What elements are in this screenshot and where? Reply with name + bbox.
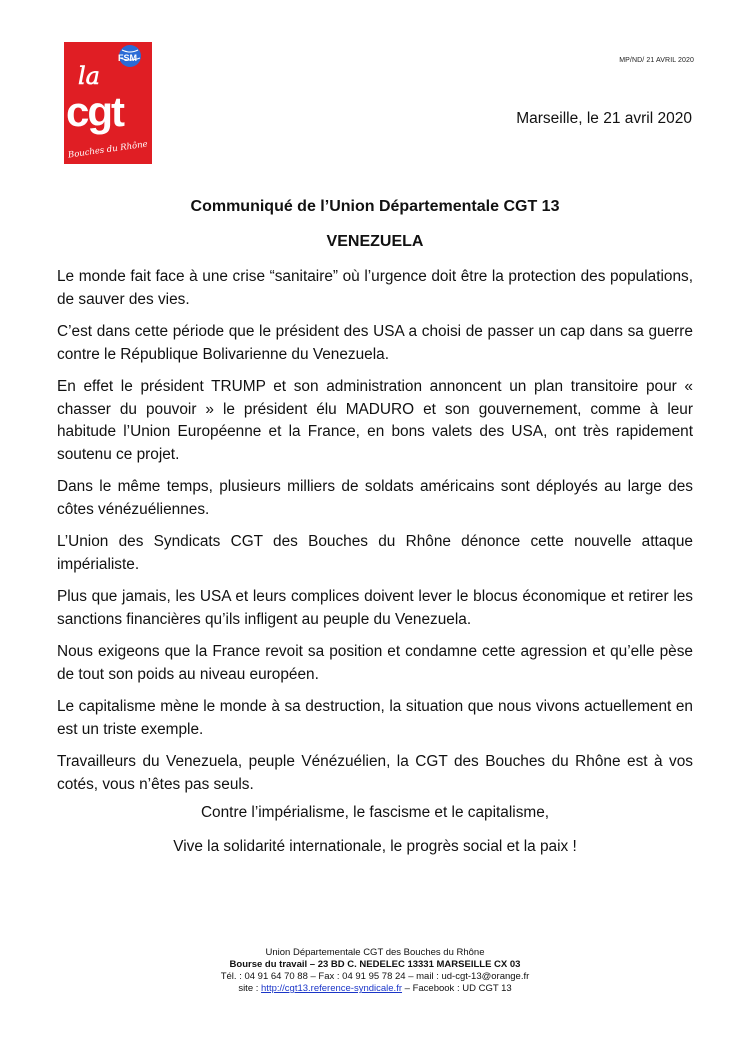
logo-cgt-text: cgt [66,88,123,135]
body-paragraph: Dans le même temps, plusieurs milliers de soldats américains sont déployés au large des côtes vénézuéliennes. [57,478,693,518]
cgt-logo [64,42,152,164]
closing-line: Vive la solidarité internationale, le progrès social et la paix ! [173,838,577,855]
footer-site [0,983,750,995]
footer-site-suffix: – Facebook : UD CGT 13 [402,983,512,994]
body-paragraph: En effet le président TRUMP et son administration annoncent un plan transitoire pour « chasser du pouvoir » le président élu MADURO et son gouvernement, comme à leur habitude l’Union Européenne et la France, en bons valets des USA, ont très rapidement soutenu ce projet. [57,378,693,463]
date-line: Marseille, le 21 avril 2020 [516,110,692,127]
body-paragraph: Le monde fait face à une crise “sanitaire” où l’urgence doit être la protection des populations, de sauver des vies. [57,268,693,308]
document-title: Communiqué de l’Union Départementale CGT 13 [190,198,560,215]
footer-site-link[interactable]: http://cgt13.reference-syndicale.fr [261,983,403,994]
body-paragraph: Nous exigeons que la France revoit sa position et condamne cette agression et qu’elle pèse de tout son poids au niveau européen. [57,643,693,683]
footer-contact: Tél. : 04 91 64 70 88 – Fax : 04 91 95 78 24 – mail : ud-cgt-13@orange.fr [220,971,530,982]
body-paragraph: Travailleurs du Venezuela, peuple Vénézuélien, la CGT des Bouches du Rhône est à vos cotés, vous n’êtes pas seuls. [57,753,693,793]
closing-statement [0,802,750,870]
footer-site-prefix: site : [238,983,262,994]
logo-la-text: la [78,62,100,90]
body-paragraph: Le capitalisme mène le monde à sa destruction, la situation que nous vivons actuellement en est un triste exemple. [57,698,693,738]
footer [0,947,750,995]
logo-fsm-text: FSM [118,53,137,63]
footer-address: Bourse du travail – 23 BD C. NEDELEC 13331 MARSEILLE CX 03 [229,959,521,970]
document-reference: MP/ND/ 21 AVRIL 2020 [619,57,694,64]
document-body [57,266,693,806]
body-paragraph: C’est dans cette période que le président des USA a choisi de passer un cap dans sa guerre contre le République Bolivarienne du Venezuela. [57,323,693,363]
closing-line: Contre l’impérialisme, le fascisme et le capitalisme, [200,804,550,821]
footer-org: Union Départementale CGT des Bouches du Rhône [265,947,485,958]
document-subtitle: VENEZUELA [326,233,424,250]
body-paragraph: Plus que jamais, les USA et leurs complices doivent lever le blocus économique et retirer les sanctions financières qu’ils infligent au peuple du Venezuela. [57,588,693,628]
logo-region-text: Bouches du Rhône [67,139,149,161]
body-paragraph: L’Union des Syndicats CGT des Bouches du Rhône dénonce cette nouvelle attaque impérialiste. [57,533,693,573]
